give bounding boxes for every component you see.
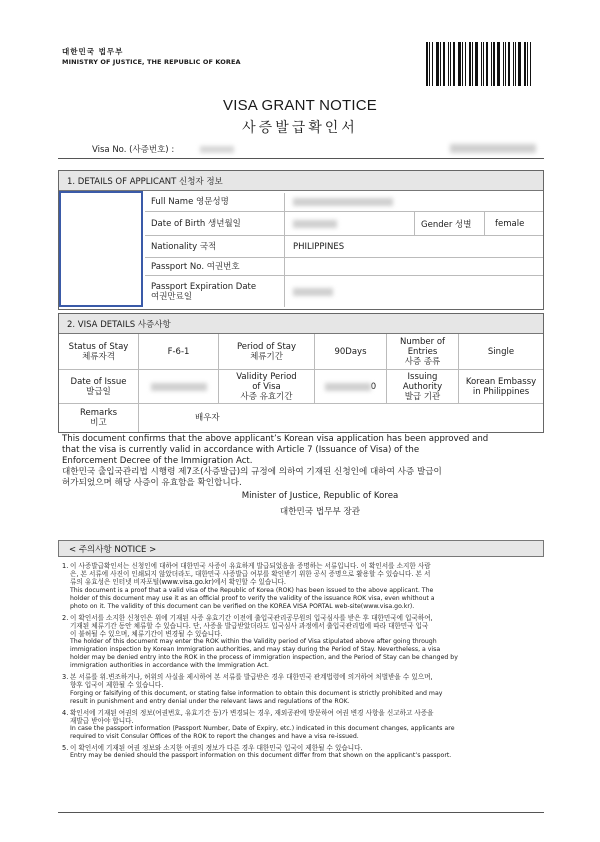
notice-item-3: 3. 본 서류를 위.변조하거나, 허위의 사실을 제시하여 본 서류를 발급받은 경우 대한민국 관계법령에 의거하여 처벌받을 수 있으며, 향후 입국이 제한될 수 있습니다. Forging or falsifying of this document, or stating false information to obtain this document is strictly prohibited and may result in punishment and entry denial under the relevant laws and regulations of the ROK. — [62, 673, 443, 705]
row-full-name — [145, 193, 543, 211]
title-english: VISA GRANT NOTICE — [223, 97, 377, 114]
bottom-divider — [58, 812, 544, 813]
notice-item-4: 4. 확인서에 기재된 여권의 정보(여권번호, 유효기간 등)가 변경되는 경우, 재외공관에 방문하여 여권 변경 사항을 신고하고 사증을 재발급 받아야 합니다. In case the passport information (Passport Number, Date of Expiry, etc.) indicated in this document changes, applicants are required to visit Consular Offices of the ROK to report the changes and have a visa re-issued. — [62, 708, 455, 741]
top-divider — [58, 158, 544, 159]
title-korean: 사증발급확인서 — [242, 120, 358, 136]
authority-value: Korean Embassy in Philippines — [459, 370, 543, 404]
validity-value-tail: 0 — [370, 381, 377, 392]
nationality-label: Nationality 국적 — [145, 236, 285, 257]
notice-item-2: 2. 이 확인서를 소지한 신청인은 위에 기재된 사증 유효기간 이전에 출입국관리공무원의 입국심사를 받은 후 대한민국에 입국하여, 기재된 체류기간 동안 체류할 수 있습니다. 단, 사증을 발급받았더라도 입국심사 과정에서 출입국관리법에 따라 대한민국 입국 이 불허될 수 있으며, 체류기간이 변경될 수 있습니다. The holder of this document may enter the ROK within the Validity period of Visa stipulated above after going through immigration inspection by Korean Immigration authorities, and may stay during the Period of Stay. Nevertheless, a visa holder may be denied entry into the ROK in the process of immigration inspection, and the Period of Stay can be changed by immigration authorities in accordance with the Immigration Act. — [62, 613, 458, 670]
visa-section-heading: 2. VISA DETAILS 사증사항 — [59, 314, 543, 334]
validity-redacted — [325, 383, 371, 391]
remarks-label: Remarks 비고 — [59, 404, 139, 432]
dob-label: Date of Birth 생년월일 — [145, 212, 285, 235]
row-nationality — [145, 235, 543, 257]
passport-expiration-label-ko: 여권만료일 — [151, 291, 193, 302]
issue-timestamp-redacted — [450, 144, 536, 153]
row-passport-number — [145, 257, 543, 275]
applicant-photo-placeholder — [59, 191, 143, 307]
passport-expiration-label-en: Passport Expiration Date — [151, 281, 257, 292]
visa-number-label: Visa No. (사증번호) : — [92, 145, 175, 155]
applicant-details-section — [58, 170, 544, 310]
applicant-section-heading: 1. DETAILS OF APPLICANT 신청자 정보 — [59, 171, 543, 191]
visa-details-grid — [59, 334, 543, 432]
notice-item-5: 5. 이 확인서에 기재된 여권 정보와 소지한 여권의 정보가 다른 경우 대한민국 입국이 제한될 수 있습니다. Entry may be denied should the passport information on this document differ from that shown on the applicant’s passport. — [62, 744, 452, 760]
ministry-korean: 대한민국 법무부 — [62, 47, 124, 56]
status-value: F-6-1 — [139, 334, 219, 370]
row-passport-expiration — [145, 275, 543, 307]
dob-redacted — [293, 220, 337, 228]
signature-korean: 대한민국 법무부 장관 — [279, 507, 361, 517]
full-name-label: Full Name 영문성명 — [145, 193, 285, 211]
notice-heading: < 주의사항 NOTICE > — [58, 540, 544, 557]
entries-value: Single — [459, 334, 543, 370]
ministry-english: MINISTRY OF JUSTICE, THE REPUBLIC OF KOREA — [62, 58, 241, 66]
period-value: 90Days — [315, 334, 387, 370]
visa-details-section — [58, 313, 544, 433]
issue-date-label: Date of Issue 발급일 — [59, 370, 139, 404]
visa-number-redacted — [200, 146, 234, 153]
nationality-value: PHILIPPINES — [293, 241, 345, 252]
status-label: Status of Stay 체류자격 — [59, 334, 139, 370]
row-dob-gender — [145, 211, 543, 235]
barcode-icon — [426, 42, 538, 86]
passport-expiration-redacted — [293, 288, 333, 296]
entries-label: Number of Entries 사증 종류 — [387, 334, 459, 370]
remarks-value: 배우자 — [195, 413, 220, 423]
gender-label: Gender 성별 — [415, 212, 485, 235]
validity-label: Validity Period of Visa 사증 유효기간 — [219, 370, 315, 404]
period-label: Period of Stay 체류기간 — [219, 334, 315, 370]
authority-label: Issuing Authority 발급 기관 — [387, 370, 459, 404]
full-name-redacted — [293, 198, 393, 206]
gender-value: female — [495, 218, 525, 229]
issue-date-redacted — [151, 383, 207, 391]
notice-item-1: 1. 이 사증발급확인서는 신청인에 대하여 대한민국 사증이 유효하게 발급되었음을 증명하는 서류입니다. 이 확인서를 소지한 사람 은, 본 서류에 사진이 인쇄되지 않았더라도, 대한민국 사증발급 여부를 확인받기 위한 공식 증명으로 활용할 수 있습니다. 본 서 류의 유효성은 인터넷 비자포털(www.visa.go.kr)에서 확인할 수 있습니다. This document is a proof that a valid visa of the Republic of Korea (ROK) has been issued to the above applicant. The holder of this document may use it as an official proof to verify the validity of the issuance ROK visa, even whithout a photo on it. The validity of this document can be verified on the KOREA VISA PORTAL web-site(www.visa.go.kr). — [62, 562, 435, 610]
signature-english: Minister of Justice, Republic of Korea — [241, 491, 399, 501]
passport-number-label: Passport No. 여권번호 — [145, 258, 285, 275]
confirmation-statement: This document confirms that the above applicant’s Korean visa application has been approved and that the visa is currently valid in accordance with Article 7 (Issuance of Visa) of the Enforcement Decree of the Immigration Act. 대한민국 출입국관리법 시행령 제7조(사증발급)의 규정에 의하여 기재된 신청인에 대하여 사증 발급이 허가되었으며 해당 사증이 유효함을 확인합니다. — [62, 434, 489, 488]
notice-list — [62, 562, 546, 763]
